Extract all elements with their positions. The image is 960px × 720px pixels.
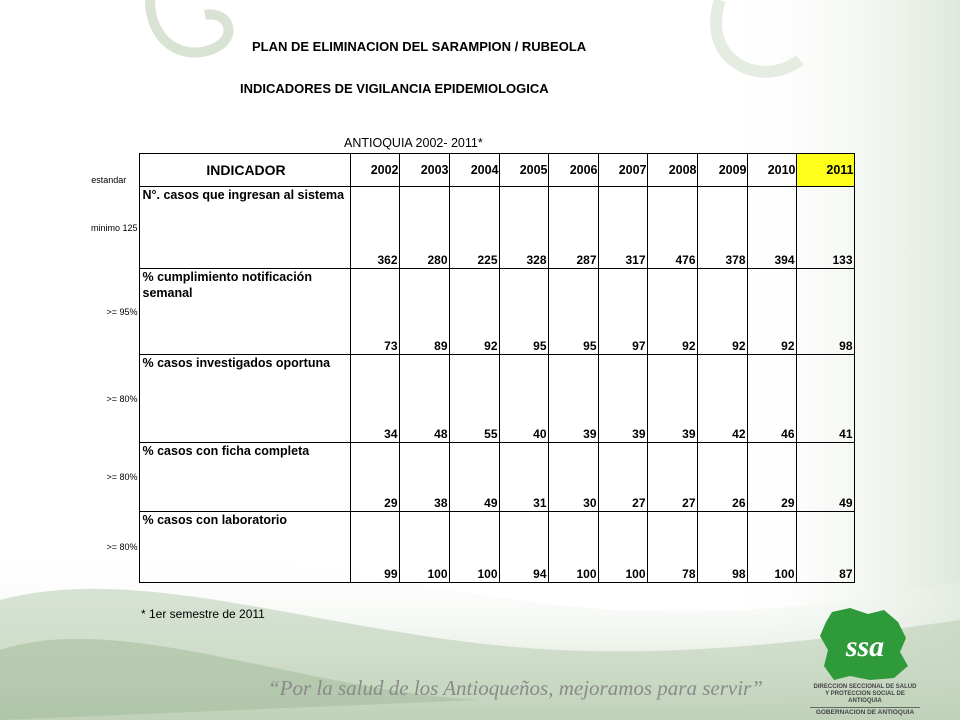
value-cell: 97	[598, 269, 647, 355]
standard-cell: >= 80%	[106, 472, 138, 482]
dssa-logo	[810, 604, 920, 716]
year-header: 2004	[449, 154, 499, 187]
footnote: * 1er semestre de 2011	[141, 607, 265, 621]
year-header: 2008	[647, 154, 697, 187]
year-header-highlighted: 2011	[796, 154, 854, 187]
value-cell: 100	[399, 512, 449, 583]
value-cell: 133	[796, 187, 854, 269]
value-cell: 92	[747, 269, 796, 355]
value-cell: 476	[647, 187, 697, 269]
std-header: estandar	[91, 174, 127, 185]
value-cell: 280	[399, 187, 449, 269]
year-header: 2005	[499, 154, 548, 187]
value-cell: 38	[399, 443, 449, 512]
indicator-label: N°. casos que ingresan al sistema	[139, 187, 350, 269]
value-cell: 95	[499, 269, 548, 355]
standard-cell: >= 95%	[106, 306, 138, 317]
value-cell: 100	[548, 512, 598, 583]
value-cell: 34	[350, 355, 399, 443]
value-cell: 328	[499, 187, 548, 269]
indicator-label: % casos con ficha completa	[139, 443, 350, 512]
value-cell: 49	[449, 443, 499, 512]
year-header: 2003	[399, 154, 449, 187]
year-header: 2002	[350, 154, 399, 187]
value-cell: 100	[449, 512, 499, 583]
value-cell: 95	[548, 269, 598, 355]
value-cell: 100	[747, 512, 796, 583]
table-row	[80, 269, 854, 355]
value-cell: 40	[499, 355, 548, 443]
svg-text:ssa: ssa	[845, 630, 885, 663]
standard-cell: >= 80%	[106, 393, 138, 404]
value-cell: 39	[548, 355, 598, 443]
indicator-label: % casos con laboratorio	[139, 512, 350, 583]
value-cell: 287	[548, 187, 598, 269]
value-cell: 49	[796, 443, 854, 512]
value-cell: 30	[548, 443, 598, 512]
value-cell: 78	[647, 512, 697, 583]
value-cell: 378	[697, 187, 747, 269]
year-header: 2007	[598, 154, 647, 187]
value-cell: 73	[350, 269, 399, 355]
value-cell: 98	[697, 512, 747, 583]
page-subtitle: INDICADORES DE VIGILANCIA EPIDEMIOLOGICA	[240, 81, 549, 96]
value-cell: 39	[647, 355, 697, 443]
value-cell: 225	[449, 187, 499, 269]
value-cell: 29	[747, 443, 796, 512]
value-cell: 55	[449, 355, 499, 443]
value-cell: 89	[399, 269, 449, 355]
value-cell: 92	[449, 269, 499, 355]
indicator-label: % casos investigados oportuna	[139, 355, 350, 443]
value-cell: 94	[499, 512, 548, 583]
value-cell: 362	[350, 187, 399, 269]
standard-cell: minimo 125	[90, 222, 138, 233]
logo-text-line2: Y PROTECCION SOCIAL DE ANTIOQUIA	[825, 691, 905, 704]
value-cell: 42	[697, 355, 747, 443]
year-header: 2009	[697, 154, 747, 187]
indicator-header: INDICADOR	[139, 154, 350, 187]
value-cell: 31	[499, 443, 548, 512]
value-cell: 29	[350, 443, 399, 512]
value-cell: 92	[647, 269, 697, 355]
value-cell: 46	[747, 355, 796, 443]
logo-text-line1: DIRECCION SECCIONAL DE SALUD	[813, 684, 917, 690]
standard-cell: >= 80%	[106, 542, 138, 552]
value-cell: 27	[598, 443, 647, 512]
logo-text-line3: GOBERNACION DE ANTIOQUIA	[810, 707, 920, 716]
value-cell: 87	[796, 512, 854, 583]
value-cell: 27	[647, 443, 697, 512]
value-cell: 39	[598, 355, 647, 443]
slogan: “Por la salud de los Antioqueños, mejoramos para servir”	[268, 676, 763, 700]
indicators-table	[80, 153, 855, 583]
table-row	[80, 355, 854, 443]
value-cell: 317	[598, 187, 647, 269]
value-cell: 99	[350, 512, 399, 583]
value-cell: 100	[598, 512, 647, 583]
value-cell: 48	[399, 355, 449, 443]
value-cell: 26	[697, 443, 747, 512]
value-cell: 394	[747, 187, 796, 269]
value-cell: 41	[796, 355, 854, 443]
table-header-row	[80, 154, 854, 187]
value-cell: 92	[697, 269, 747, 355]
table-row	[80, 512, 854, 583]
table-row	[80, 443, 854, 512]
region-caption: ANTIOQUIA 2002- 2011*	[344, 136, 483, 150]
page-title: PLAN DE ELIMINACION DEL SARAMPION / RUBEOLA	[252, 39, 587, 54]
year-header: 2010	[747, 154, 796, 187]
indicator-label: % cumplimiento notificación semanal	[139, 269, 350, 355]
value-cell: 98	[796, 269, 854, 355]
table-row	[80, 187, 854, 269]
year-header: 2006	[548, 154, 598, 187]
antioquia-map-logo-icon	[810, 604, 920, 684]
